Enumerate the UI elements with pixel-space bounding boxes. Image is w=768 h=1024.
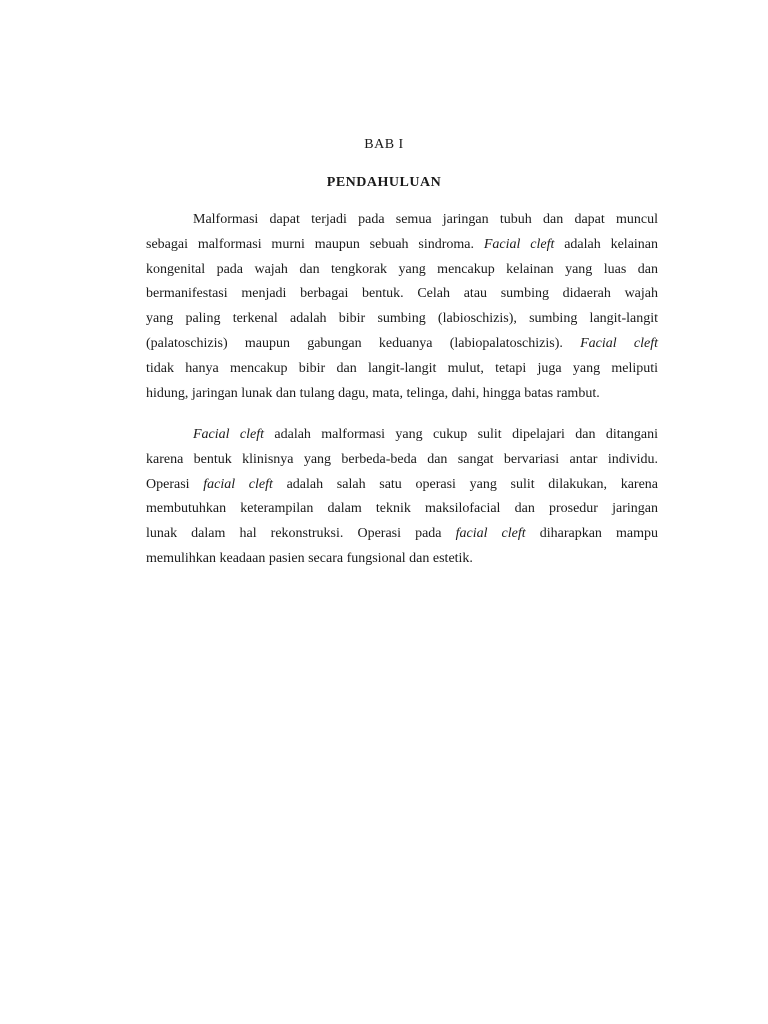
italic-term: facial cleft <box>203 476 273 492</box>
text-line: tidak hanya mencakup bibir dan langit-langit mulut, tetapi juga yang meliputi <box>146 360 658 376</box>
italic-term: Facial cleft <box>580 335 658 351</box>
text-line: (palatoschizis) maupun gabungan keduanya (labiopalatoschizis). Facial cleft <box>146 335 658 351</box>
paragraph-2 <box>146 423 658 572</box>
paragraph-1 <box>146 208 658 406</box>
text-line: bermanifestasi menjadi berbagai bentuk. Celah atau sumbing didaerah wajah <box>146 286 658 302</box>
text-line: lunak dalam hal rekonstruksi. Operasi pada facial cleft diharapkan mampu <box>146 526 659 542</box>
text-line: Malformasi dapat terjadi pada semua jaringan tubuh dan dapat muncul <box>193 212 658 227</box>
text-line: karena bentuk klinisnya yang berbeda-beda dan sangat bervariasi antar individu. <box>146 451 658 467</box>
text-line: memulihkan keadaan pasien secara fungsional dan estetik. <box>146 550 473 566</box>
text-line: Operasi facial cleft adalah salah satu operasi yang sulit dilakukan, karena <box>146 476 658 492</box>
text-line: membutuhkan keterampilan dalam teknik maksilofacial dan prosedur jaringan <box>146 501 658 517</box>
text-line: kongenital pada wajah dan tengkorak yang mencakup kelainan yang luas dan <box>146 261 658 277</box>
text-line: yang paling terkenal adalah bibir sumbing (labioschizis), sumbing langit-langit <box>146 311 658 327</box>
text-line: sebagai malformasi murni maupun sebuah sindroma. Facial cleft adalah kelainan <box>146 236 659 252</box>
italic-term: Facial cleft <box>193 427 265 442</box>
italic-term: facial cleft <box>455 526 526 542</box>
text-line: hidung, jaringan lunak dan tulang dagu, mata, telinga, dahi, hingga batas rambut. <box>146 385 600 401</box>
text-line: Facial cleft adalah malformasi yang cukup sulit dipelajari dan ditangani <box>193 427 658 442</box>
italic-term: Facial cleft <box>483 236 555 252</box>
chapter-title: PENDAHULUAN <box>326 175 442 190</box>
chapter-heading: BAB I <box>364 137 404 152</box>
